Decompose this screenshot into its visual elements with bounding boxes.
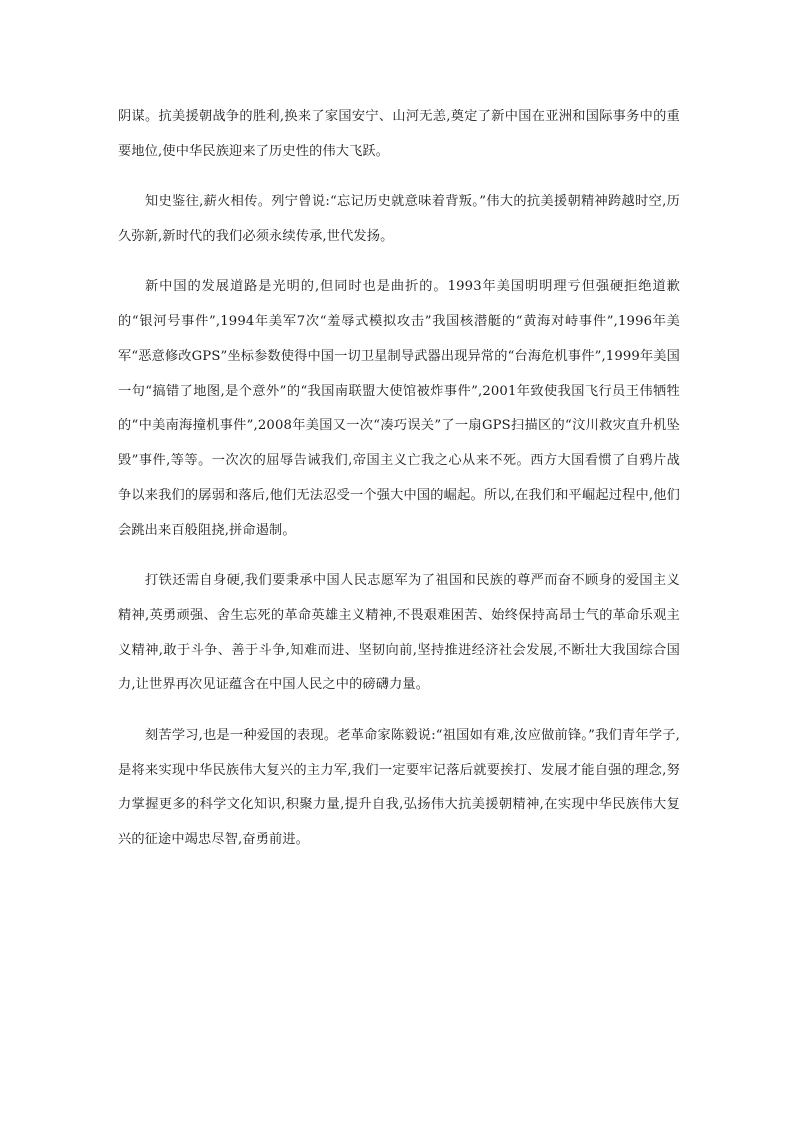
paragraph-history-lesson: 知史鉴往,薪火相传。列宁曾说:“忘记历史就意味着背叛。”伟大的抗美援朝精神跨越时空,历久弥新,新时代的我们必须永续传承,世代发扬。 <box>118 194 680 244</box>
paragraph-development-path: 新中国的发展道路是光明的,但同时也是曲折的。1993年美国明明理亏但强硬拒绝道歉的“银河号事件”,1994年美军7次“羞辱式模拟攻击”我国核潜艇的“黄海对峙事件”,1996年美军“恶意修改GPS”坐标参数使得中国一切卫星制导武器出现异常的“台海危机事件”,1999年美国一句“搞错了地图,是个意外”的“我国南联盟大使馆被炸事件”,2001年致使我国飞行员王伟牺牲的“中美南海撞机事件”,2008年美国又一次“凑巧误关”了一扇GPS扫描区的“汶川救灾直升机坠毁”事件,等等。一次次的屈辱告诫我们,帝国主义亡我之心从来不死。西方大国看惯了自鸦片战争以来我们的孱弱和落后,他们无法忍受一个强大中国的崛起。所以,在我们和平崛起过程中,他们会跳出来百般阻挠,拼命遏制。 <box>118 279 680 538</box>
paragraph-continuation: 阴谋。抗美援朝战争的胜利,换来了家国安宁、山河无恙,奠定了新中国在亚洲和国际事务中的重要地位,使中华民族迎来了历史性的伟大飞跃。 <box>118 109 680 159</box>
document-body <box>118 100 680 858</box>
paragraph-self-strength: 打铁还需自身硬,我们要秉承中国人民志愿军为了祖国和民族的尊严而奋不顾身的爱国主义精神,英勇顽强、舍生忘死的革命英雄主义精神,不畏艰难困苦、始终保持高昂士气的革命乐观主义精神,敢于斗争、善于斗争,知难而进、坚韧向前,坚持推进经济社会发展,不断壮大我国综合国力,让世界再次见证蕴含在中国人民之中的磅礴力量。 <box>118 573 680 693</box>
paragraph-diligent-study: 刻苦学习,也是一种爱国的表现。老革命家陈毅说:“祖国如有难,汝应做前锋。”我们青年学子,是将来实现中华民族伟大复兴的主力军,我们一定要牢记落后就要挨打、发展才能自强的理念,努力掌握更多的科学文化知识,积聚力量,提升自我,弘扬伟大抗美援朝精神,在实现中华民族伟大复兴的征途中竭忠尽智,奋勇前进。 <box>118 727 680 848</box>
